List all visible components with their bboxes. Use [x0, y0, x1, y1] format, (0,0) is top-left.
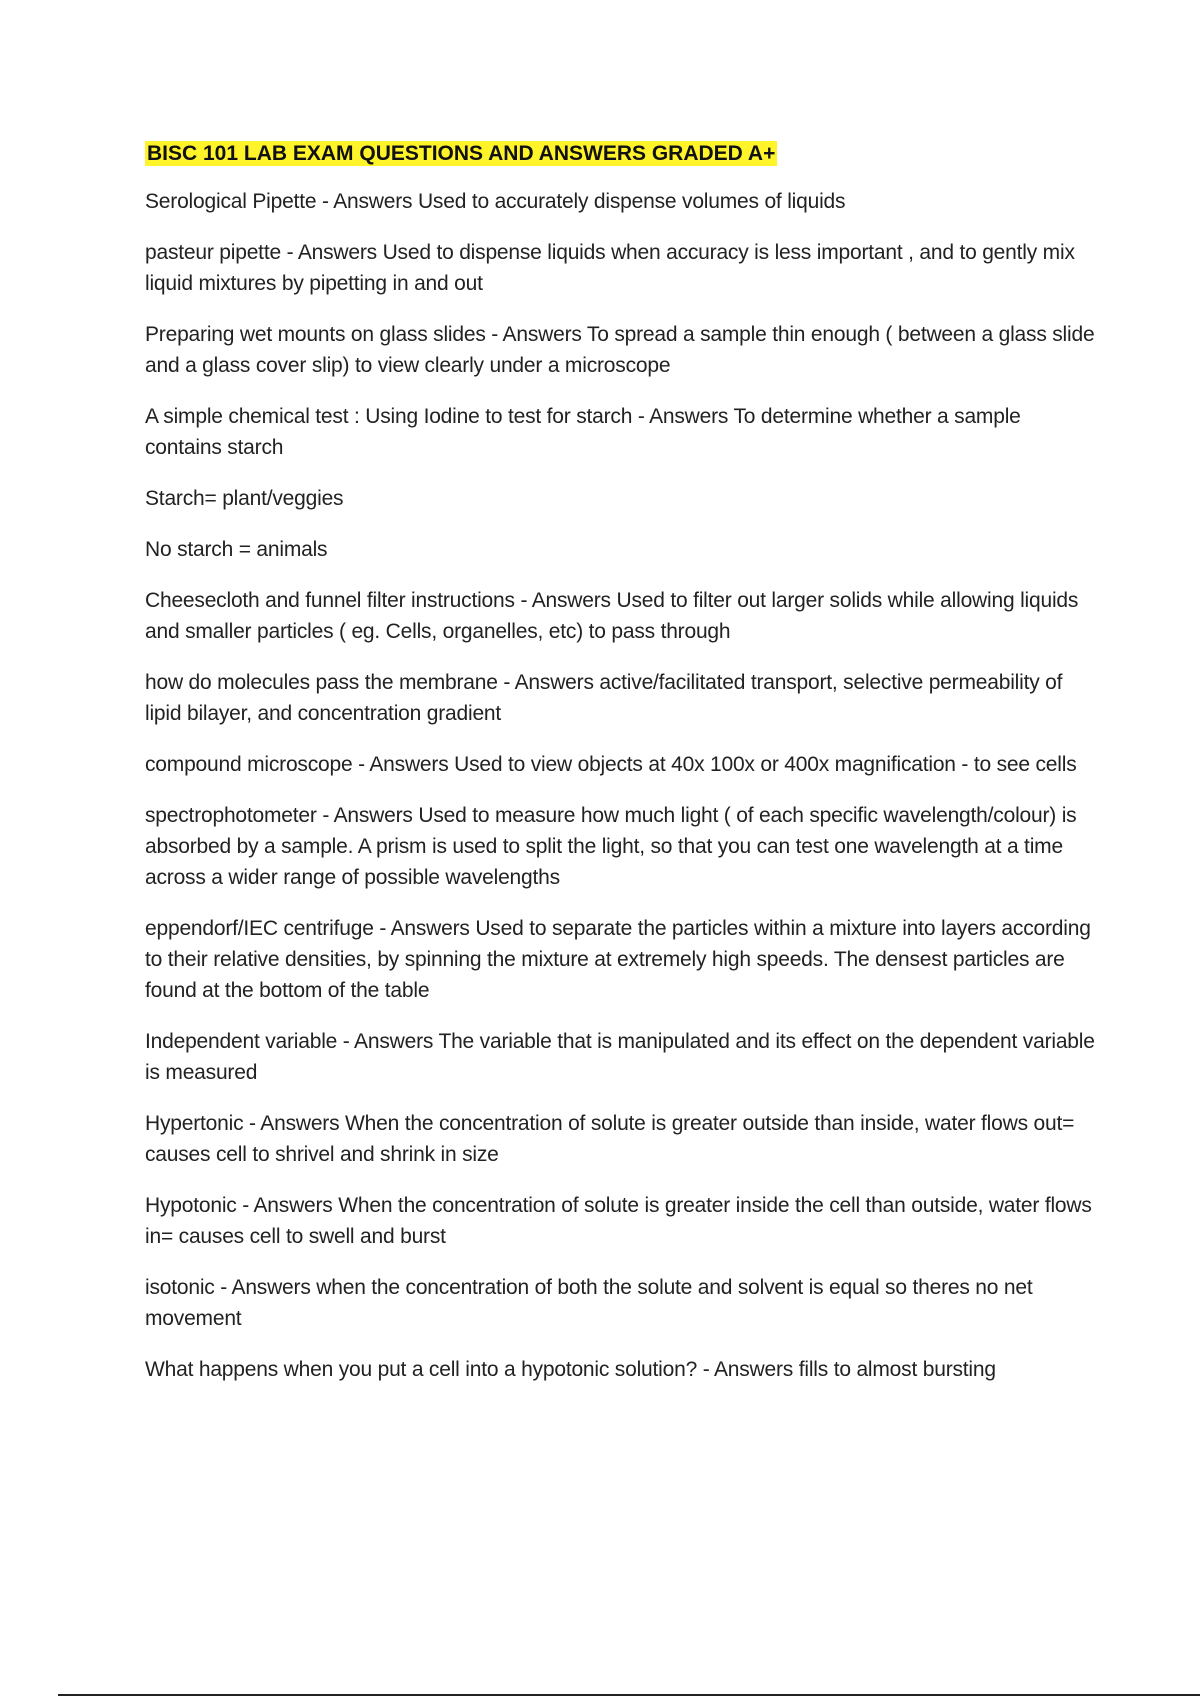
qa-entry: A simple chemical test : Using Iodine to test for starch - Answers To determine whether a sample contains starch [145, 405, 1021, 459]
title-highlight: BISC 101 LAB EXAM QUESTIONS AND ANSWERS GRADED A+ [147, 142, 776, 165]
qa-entry: eppendorf/IEC centrifuge - Answers Used to separate the particles within a mixture into layers according to their relative densities, by spinning the mixture at extremely high speeds. The densest particles are found at the bottom of the table [145, 917, 1091, 1002]
qa-entry: Starch= plant/veggies [145, 487, 344, 510]
qa-entry: how do molecules pass the membrane - Answers active/facilitated transport, selective permeability of lipid bilayer, and concentration gradient [145, 671, 1063, 725]
qa-entry: compound microscope - Answers Used to view objects at 40x 100x or 400x magnification - to see cells [145, 753, 1077, 776]
qa-entry: Hypotonic - Answers When the concentration of solute is greater inside the cell than outside, water flows in= causes cell to swell and burst [145, 1194, 1092, 1248]
qa-entry: isotonic - Answers when the concentration of both the solute and solvent is equal so theres no net movement [145, 1276, 1033, 1330]
footer-divider [58, 1694, 1200, 1696]
qa-entry: Preparing wet mounts on glass slides - Answers To spread a sample thin enough ( between a glass slide and a glass cover slip) to view clearly under a microscope [145, 323, 1095, 377]
document-title [145, 140, 1095, 168]
qa-entry: pasteur pipette - Answers Used to dispense liquids when accuracy is less important , and to gently mix liquid mixtures by pipetting in and out [145, 241, 1075, 295]
qa-entry: Serological Pipette - Answers Used to accurately dispense volumes of liquids [145, 190, 846, 213]
qa-entry: No starch = animals [145, 538, 328, 561]
qa-entry: spectrophotometer - Answers Used to measure how much light ( of each specific wavelength/colour) is absorbed by a sample. A prism is used to split the light, so that you can test one wavelength at a time across a wider range of possible wavelengths [145, 804, 1077, 889]
qa-entry: Cheesecloth and funnel filter instructions - Answers Used to filter out larger solids while allowing liquids and smaller particles ( eg. Cells, organelles, etc) to pass through [145, 589, 1079, 643]
qa-entry: Hypertonic - Answers When the concentration of solute is greater outside than inside, water flows out= causes cell to shrivel and shrink in size [145, 1112, 1075, 1166]
qa-entry: What happens when you put a cell into a hypotonic solution? - Answers fills to almost bursting [145, 1358, 996, 1381]
qa-entry: Independent variable - Answers The variable that is manipulated and its effect on the dependent variable is measured [145, 1030, 1095, 1084]
document-page [145, 140, 1095, 1405]
